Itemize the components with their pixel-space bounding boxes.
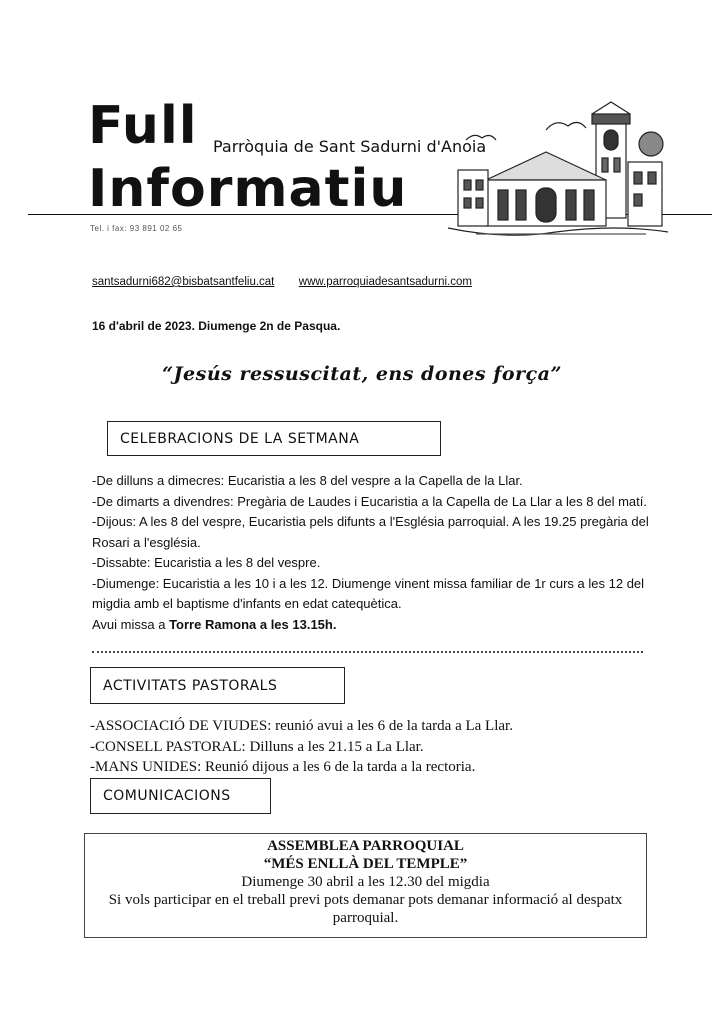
- list-item: -Dijous: A les 8 del vespre, Eucaristia pels difunts a l'Església parroquial. A les 19.25 pregària del Rosari a l'església.: [92, 514, 649, 550]
- title-informatiu: Informatiu: [88, 159, 408, 219]
- activitats-list: [90, 716, 650, 778]
- comunicacions-heading: COMUNICACIONS: [90, 778, 271, 814]
- list-item: -CONSELL PASTORAL: Dilluns a les 21.15 a La Llar.: [90, 738, 424, 755]
- list-item: -MANS UNIDES: Reunió dijous a les 6 de la tarda a la rectoria.: [90, 759, 476, 775]
- assemblea-date: Diumenge 30 abril a les 12.30 del migdia: [241, 874, 490, 890]
- assemblea-subtitle: “MÉS ENLLÀ DEL TEMPLE”: [263, 856, 468, 872]
- assemblea-info: Si vols participar en el treball previ pots demanar pots demanar informació al despatx parroquial.: [108, 892, 623, 926]
- contact-links: [92, 276, 472, 288]
- list-item: -Dissabte: Eucaristia a les 8 del vespre.: [92, 555, 321, 570]
- parish-name: Parròquia de Sant Sadurni d'Anoia: [213, 137, 487, 156]
- assemblea-box: [84, 833, 647, 938]
- date-line: 16 d'abril de 2023. Diumenge 2n de Pasqua.: [92, 319, 341, 333]
- church-illustration: [446, 100, 670, 248]
- motto: “Jesús ressuscitat, ens dones força”: [162, 363, 562, 385]
- celebracions-list: [92, 471, 652, 635]
- list-item: -Diumenge: Eucaristia a les 10 i a les 12. Diumenge vinent missa familiar de 1r curs a les 12 del migdia amb el baptisme d'infants en edat catequètica.: [92, 575, 645, 611]
- phone-fax: Tel. i fax: 93 891 02 65: [90, 224, 183, 233]
- celebracions-heading: CELEBRACIONS DE LA SETMANA: [107, 421, 441, 456]
- dotted-divider: [92, 651, 643, 653]
- assemblea-title: ASSEMBLEA PARROQUIAL: [267, 838, 464, 854]
- list-item-torre-ramona: [92, 615, 652, 636]
- list-item: -De dimarts a divendres: Pregària de Laudes i Eucaristia a la Capella de La Llar a les 8 del matí.: [92, 493, 647, 509]
- list-item: -De dilluns a dimecres: Eucaristia a les 8 del vespre a la Capella de la Llar.: [92, 473, 523, 488]
- torre-ramona-time: Torre Ramona a les 13.15h.: [169, 616, 337, 632]
- activitats-heading: ACTIVITATS PASTORALS: [90, 667, 345, 704]
- email-link[interactable]: santsadurni682@bisbatsantfeliu.cat: [92, 276, 275, 288]
- website-link[interactable]: www.parroquiadesantsadurni.com: [298, 276, 473, 288]
- title-full: Full: [88, 96, 198, 156]
- torre-ramona-prefix: Avui missa a: [92, 616, 170, 632]
- list-item: -ASSOCIACIÓ DE VIUDES: reunió avui a les 6 de la tarda a La Llar.: [90, 718, 513, 734]
